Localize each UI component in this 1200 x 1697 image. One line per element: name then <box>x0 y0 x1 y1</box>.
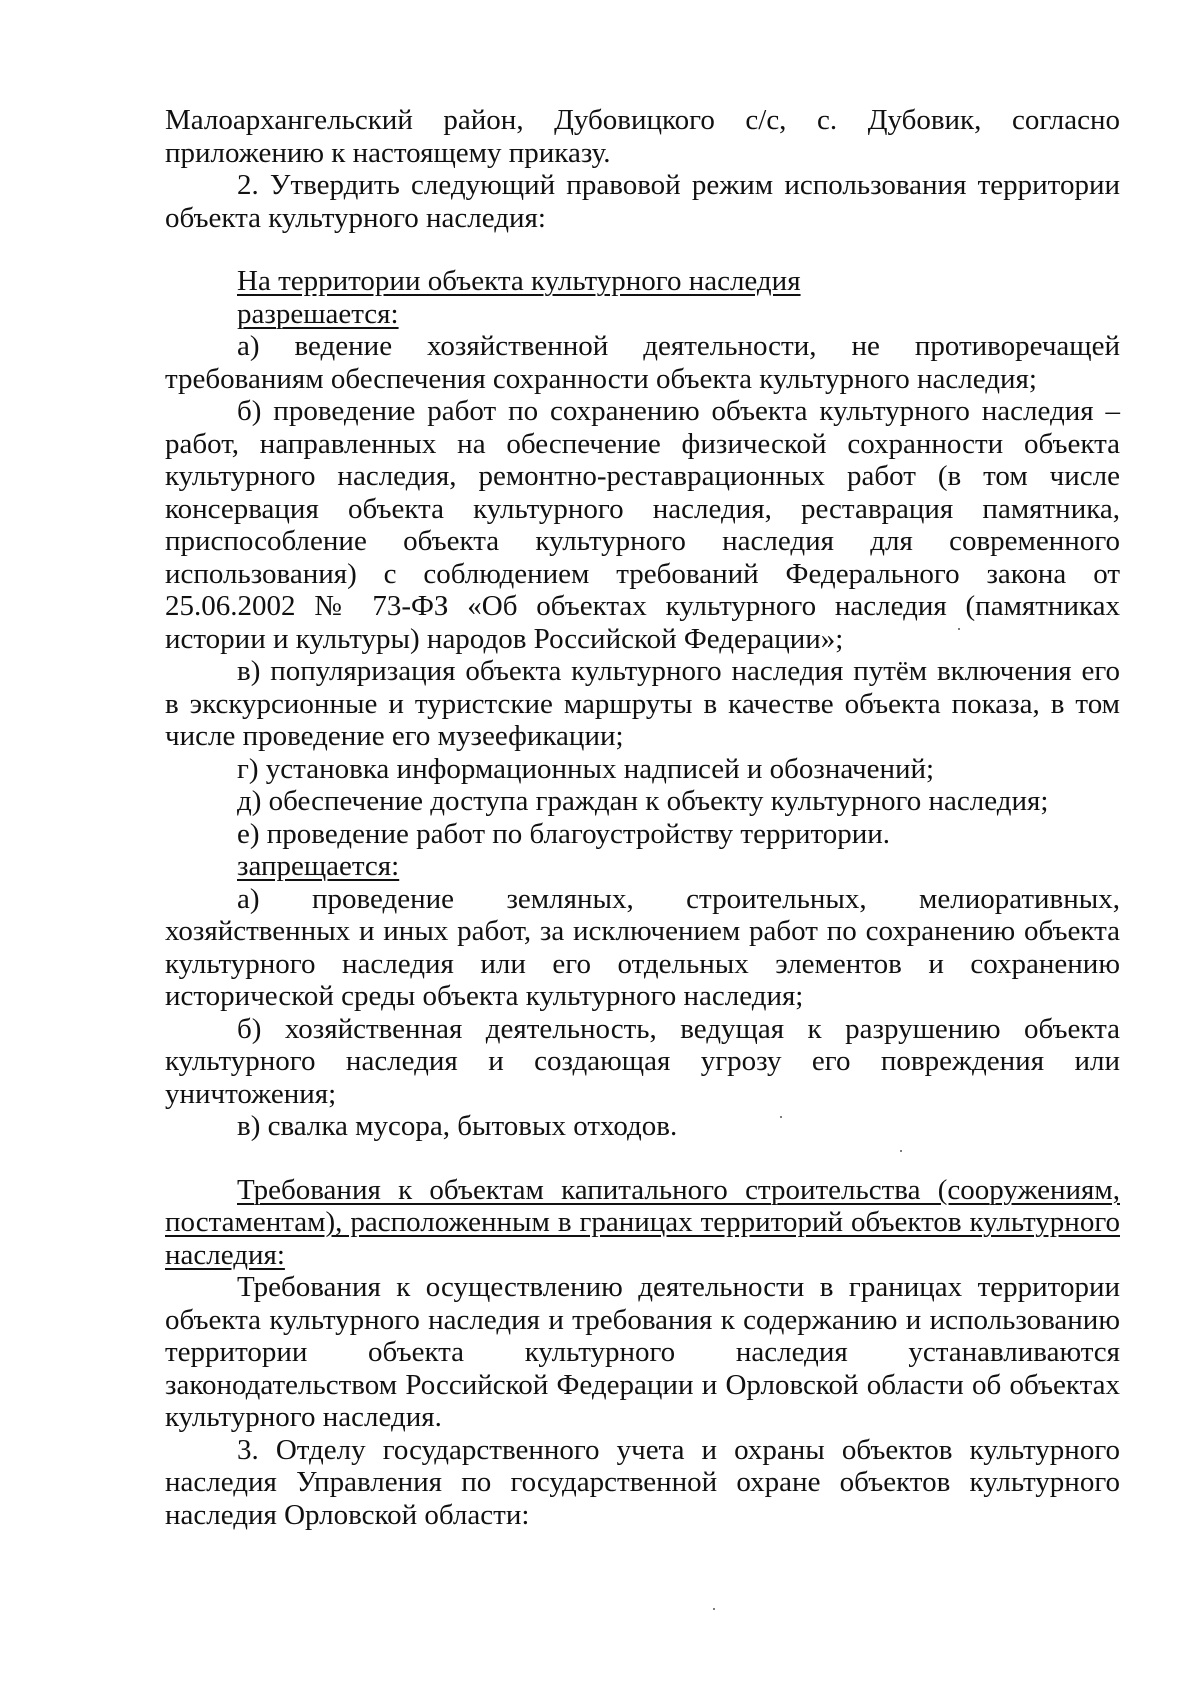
item-3-paragraph: 3. Отделу государственного учета и охраны объектов культурного наследия Управления по государственной охране объектов культурного наследия Орловской области: <box>165 1433 1120 1531</box>
allowed-item-v: в) популяризация объекта культурного наследия путём включения его в экскурсионные и туристские маршруты в качестве объекта показа, в том числе проведение его музеефикации; <box>165 655 1120 752</box>
intro-paragraph-2: 2. Утвердить следующий правовой режим использования территории объекта культурного наследия: <box>165 169 1120 234</box>
forbidden-item-v: в) свалка мусора, бытовых отходов. <box>237 1110 678 1142</box>
requirements-text: Требования к осуществлению деятельности в границах территории объекта культурного наследия и требования к содержанию и использованию территории объекта культурного наследия устанавливаются законодательством Российской Федерации и Орловской области об объектах культурного наследия. <box>165 1271 1120 1433</box>
forbidden-heading: запрещается: <box>237 850 400 882</box>
territory-heading: На территории объекта культурного наследия <box>237 265 801 297</box>
spacer <box>165 1143 1120 1174</box>
scan-speck <box>900 1150 902 1152</box>
allowed-item-b: б) проведение работ по сохранению объекта культурного наследия – работ, направленных на обеспечение физической сохранности объекта культурного наследия, ремонтно-реставрационных работ (в том числе консервация объекта культурного наследия, реставрация памятника, приспособление объекта культурного наследия для современного использования) с соблюдением требований Федерального закона от 25.06.2002 № 73-ФЗ «Об объектах культурного наследия (памятниках истории и культуры) народов Российской Федерации»; <box>165 395 1120 655</box>
forbidden-item-b: б) хозяйственная деятельность, ведущая к разрушению объекта культурного наследия и создающая угрозу его повреждения или уничтожения; <box>165 1012 1120 1110</box>
requirements-heading: Требования к объектам капитального строительства (сооружениям, постаментам), расположенным в границах территорий объектов культурного наследия: <box>165 1173 1120 1271</box>
document-body <box>165 104 1120 1531</box>
forbidden-item-a: а) проведение земляных, строительных, мелиоративных, хозяйственных и иных работ, за исключением работ по сохранению объекта культурного наследия или его отдельных элементов и сохранению исторической среды объекта культурного наследия; <box>165 882 1120 1012</box>
allowed-item-e: е) проведение работ по благоустройству территории. <box>237 817 891 850</box>
spacer <box>165 234 1120 265</box>
intro-paragraph-1: Малоархангельский район, Дубовицкого с/с, с. Дубовик, согласно приложению к настоящему приказу. <box>165 104 1120 169</box>
allowed-item-d: д) обеспечение доступа граждан к объекту культурного наследия; <box>237 785 1049 817</box>
allowed-item-g: г) установка информационных надписей и обозначений; <box>237 752 935 785</box>
scan-speck <box>713 1608 715 1610</box>
allowed-heading: разрешается: <box>237 297 399 330</box>
scan-speck <box>958 628 960 630</box>
allowed-item-a: а) ведение хозяйственной деятельности, не противоречащей требованиям обеспечения сохранности объекта культурного наследия; <box>165 330 1120 395</box>
scan-speck <box>780 1116 782 1118</box>
